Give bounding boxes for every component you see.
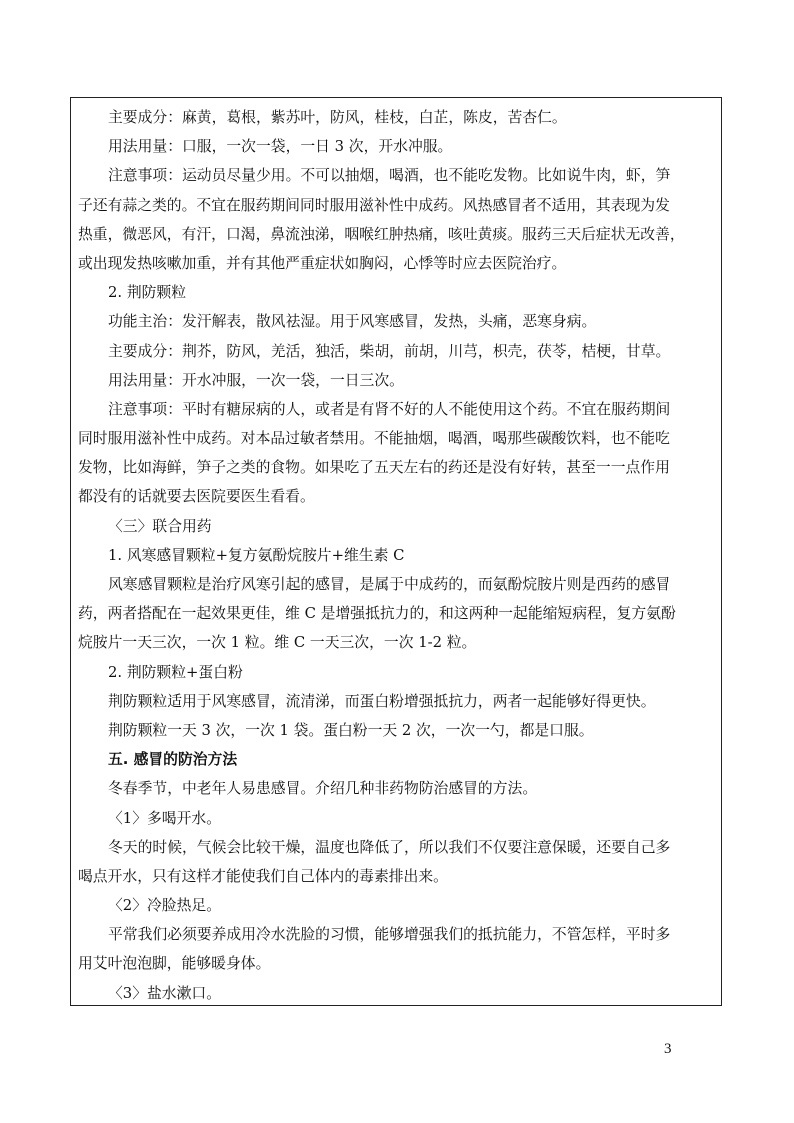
text-line: 发物，比如海鲜，笋子之类的食物。如果吃了五天左右的药还是没有好转，甚至一一点作用 — [78, 459, 670, 477]
page-number: 3 — [664, 1041, 672, 1057]
text-line: 荆防颗粒适用于风寒感冒，流清涕，而蛋白粉增强抵抗力，两者一起能够好得更快。 — [108, 692, 656, 710]
text-line: 用法用量：开水冲服，一次一袋，一日三次。 — [108, 371, 404, 389]
text-line: 冬春季节，中老年人易患感冒。介绍几种非药物防治感冒的方法。 — [108, 780, 538, 798]
text-line: 2. 荆防颗粒 — [108, 284, 187, 302]
text-line: 主要成分：荆芥，防风，羌活，独活，柴胡，前胡，川芎，枳壳，茯苓，桔梗，甘草。 — [108, 342, 671, 360]
text-line: 喝点开水，只有这样才能使我们自己体内的毒素排出来。 — [78, 867, 448, 885]
text-line: 〈2〉冷脸热足。 — [108, 897, 221, 915]
text-line: 冬天的时候，气候会比较干燥，温度也降低了，所以我们不仅要注意保暖，还要自己多 — [108, 838, 671, 856]
document-body — [78, 103, 718, 1008]
text-line: 平常我们必须要养成用冷水洗脸的习惯，能够增强我们的抵抗能力，不管怎样，平时多 — [108, 926, 671, 944]
text-line: 同时服用滋补性中成药。对本品过敏者禁用。不能抽烟，喝酒，喝那些碳酸饮料，也不能吃 — [78, 430, 670, 448]
text-line: 2. 荆防颗粒+蛋白粉 — [108, 663, 243, 681]
text-line: 热重，微恶风，有汗，口渴，鼻流浊涕，咽喉红肿热痛，咳吐黄痰。服药三天后症状无改善， — [78, 225, 685, 243]
text-line: 荆防颗粒一天 3 次，一次 1 袋。蛋白粉一天 2 次，一次一勺，都是口服。 — [108, 721, 594, 739]
text-line: 注意事项：平时有糖尿病的人，或者是有肾不好的人不能使用这个药。不宜在服药期间 — [108, 400, 671, 418]
text-line: 主要成分：麻黄，葛根，紫苏叶，防风，桂枝，白芷，陈皮，苦杏仁。 — [108, 109, 567, 126]
text-line: 都没有的话就要去医院要医生看看。 — [78, 488, 315, 506]
text-line: 1. 风寒感冒颗粒+复方氨酚烷胺片+维生素 C — [108, 546, 405, 564]
section-heading: 五. 感冒的防治方法 — [108, 751, 238, 769]
text-line: 用艾叶泡泡脚，能够暖身体。 — [78, 955, 271, 973]
text-line: 〈1〉多喝开水。 — [108, 809, 221, 827]
text-line: 用法用量：口服，一次一袋，一日 3 次，开水冲服。 — [108, 138, 453, 156]
text-line: 注意事项：运动员尽量少用。不可以抽烟，喝酒，也不能吃发物。比如说牛肉，虾，笋 — [108, 167, 671, 185]
text-line: 〈三〉联合用药 — [108, 517, 212, 535]
text-line: 〈3〉盐水漱口。 — [108, 984, 221, 1002]
text-line: 风寒感冒颗粒是治疗风寒引起的感冒，是属于中成药的，而氨酚烷胺片则是西药的感冒 — [108, 576, 671, 593]
text-line: 子还有蒜之类的。不宜在服药期间同时服用滋补性中成药。风热感冒者不适用，其表现为发 — [78, 196, 670, 214]
text-line: 烷胺片一天三次，一次 1 粒。维 C 一天三次，一次 1-2 粒。 — [78, 634, 477, 652]
text-line: 功能主治：发汗解表，散风祛湿。用于风寒感冒，发热，头痛，恶寒身病。 — [108, 313, 597, 331]
text-line: 或出现发热咳嗽加重，并有其他严重症状如胸闷，心悸等时应去医院治疗。 — [78, 254, 567, 272]
text-line: 药，两者搭配在一起效果更佳，维 C 是增强抵抗力的，和这两种一起能缩短病程，复方氨酚 — [78, 605, 676, 623]
